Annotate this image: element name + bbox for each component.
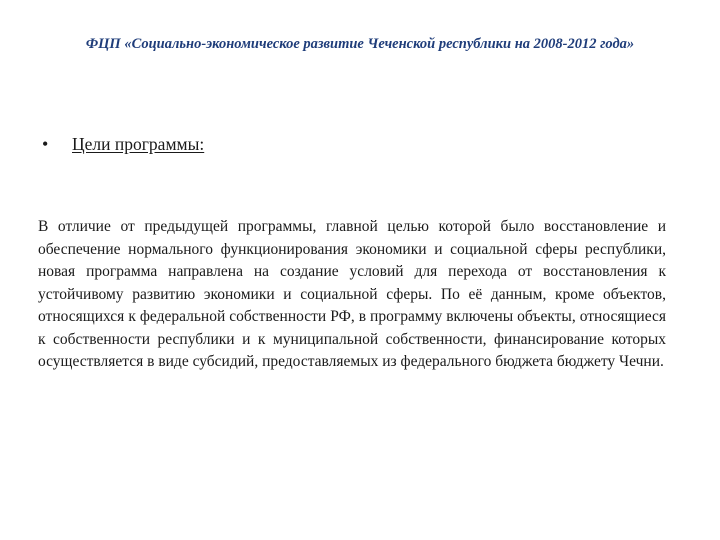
- slide-title: ФЦП «Социально-экономическое развитие Чеченской республики на 2008-2012 года»: [85, 36, 635, 52]
- bullet-item: [42, 134, 204, 155]
- body-paragraph: В отличие от предыдущей программы, главной целью которой было восстановление и обеспечение нормального функционирования экономики и социальной сферы республики, новая программа направлена на создание условий для перехода от восстановления к устойчивому развитию экономики и социальной сферы. По её данным, кроме объектов, относящихся к федеральной собственности РФ, в программу включены объекты, относящиеся к собственности республики и к муниципальной собственности, финансирование которых осуществляется в виде субсидий, предоставляемых из федерального бюджета бюджету Чечни.: [38, 218, 666, 370]
- bullet-heading: Цели программы:: [72, 134, 205, 154]
- bullet-mark: •: [42, 134, 49, 154]
